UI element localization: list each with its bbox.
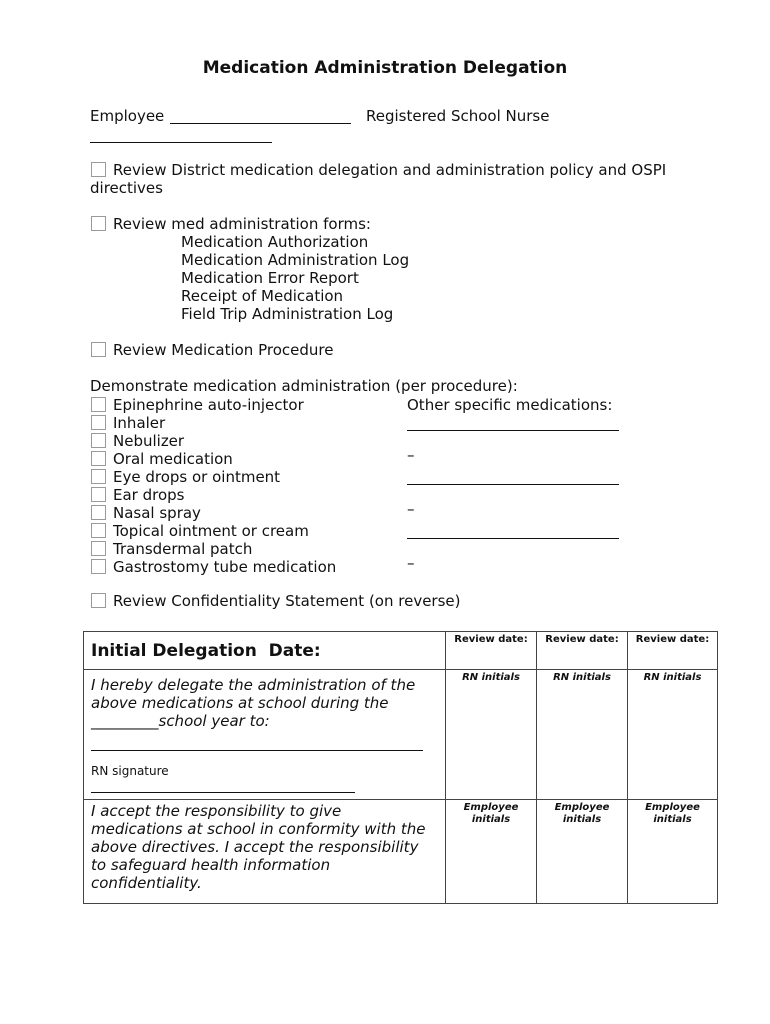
employee-initials-label: Employee	[463, 802, 519, 813]
page-title: Medication Administration Delegation	[202, 58, 568, 78]
item-label: Nebulizer	[113, 432, 185, 450]
procedure-checkbox[interactable]	[91, 342, 106, 357]
accept-line: I accept the responsibility to give	[91, 802, 342, 820]
dash: –	[407, 554, 415, 572]
rn-initials-label: RN initials	[553, 672, 611, 683]
item-label: Transdermal patch	[113, 540, 253, 558]
rn-signature-label: RN signature	[91, 764, 169, 778]
item-checkbox[interactable]	[91, 487, 106, 502]
confidentiality-text: Review Confidentiality Statement (on reverse)	[113, 592, 461, 610]
item-label: Eye drops or ointment	[113, 468, 281, 486]
other-medication-field[interactable]	[407, 538, 619, 539]
item-checkbox[interactable]	[91, 415, 106, 430]
employee-initials-label: initials	[653, 814, 692, 825]
nurse-label: Registered School Nurse	[366, 107, 550, 125]
rn-initials-cell[interactable]	[537, 670, 628, 800]
accept-line: to safeguard health information	[91, 856, 331, 874]
policy-text: Review District medication delegation and administration policy and OSPI	[113, 161, 667, 179]
item-checkbox[interactable]	[91, 397, 106, 412]
rn-initials-cell[interactable]	[628, 670, 718, 800]
form-item: Receipt of Medication	[181, 287, 344, 305]
accept-line: above directives. I accept the responsibility	[91, 838, 419, 856]
review-date-label: Review date:	[635, 634, 710, 645]
delegate-line: _________school year to:	[91, 712, 270, 730]
rn-initials-label: RN initials	[462, 672, 520, 683]
accept-line: medications at school in conformity with the	[91, 820, 426, 838]
demonstrate-label: Demonstrate medication administration (per procedure):	[90, 377, 518, 395]
item-checkbox[interactable]	[91, 469, 106, 484]
review-date-header	[628, 632, 718, 670]
employee-initials-label: Employee	[554, 802, 610, 813]
policy-text-continued: directives	[90, 179, 163, 197]
employee-initials-cell[interactable]	[628, 800, 718, 904]
item-label: Inhaler	[113, 414, 166, 432]
delegation-table	[83, 631, 718, 904]
item-checkbox[interactable]	[91, 523, 106, 538]
rn-initials-label: RN initials	[643, 672, 702, 683]
employee-initials-cell[interactable]	[537, 800, 628, 904]
employee-initials-label: initials	[471, 814, 511, 825]
dash: –	[407, 446, 415, 464]
rn-initials-cell[interactable]	[446, 670, 537, 800]
form-item: Medication Authorization	[181, 233, 369, 251]
dash: –	[407, 500, 415, 518]
item-label: Oral medication	[113, 450, 233, 468]
procedure-text: Review Medication Procedure	[113, 341, 334, 359]
delegate-line: above medications at school during the	[91, 694, 389, 712]
initial-delegation-heading: Initial Delegation Date:	[91, 640, 321, 661]
nurse-name-field[interactable]	[90, 142, 272, 143]
form-item: Medication Error Report	[181, 269, 359, 287]
delegate-line: I hereby delegate the administration of the	[91, 676, 416, 694]
other-medication-field[interactable]	[407, 430, 619, 431]
item-label: Ear drops	[113, 486, 185, 504]
form-item: Medication Administration Log	[181, 251, 410, 269]
acceptance-statement-cell	[84, 800, 446, 904]
forms-checkbox[interactable]	[91, 216, 106, 231]
confidentiality-checkbox[interactable]	[91, 593, 106, 608]
item-checkbox[interactable]	[91, 541, 106, 556]
rn-signature-field[interactable]	[91, 792, 355, 793]
delegation-statement-cell	[84, 670, 446, 800]
item-label: Nasal spray	[113, 504, 201, 522]
review-date-header	[446, 632, 537, 670]
other-medications-label: Other specific medications:	[407, 396, 613, 414]
initial-delegation-cell	[84, 632, 446, 670]
item-label: Epinephrine auto-injector	[113, 396, 304, 414]
employee-initials-cell[interactable]	[446, 800, 537, 904]
item-checkbox[interactable]	[91, 451, 106, 466]
review-date-label: Review date:	[454, 634, 528, 645]
accept-line: confidentiality.	[91, 874, 202, 892]
item-checkbox[interactable]	[91, 559, 106, 574]
item-label: Gastrostomy tube medication	[113, 558, 337, 576]
policy-checkbox[interactable]	[91, 162, 106, 177]
other-medication-field[interactable]	[407, 484, 619, 485]
employee-label: Employee	[90, 107, 165, 125]
employee-name-field[interactable]	[170, 123, 351, 124]
review-date-header	[537, 632, 628, 670]
item-checkbox[interactable]	[91, 433, 106, 448]
item-checkbox[interactable]	[91, 505, 106, 520]
item-label: Topical ointment or cream	[113, 522, 309, 540]
review-date-label: Review date:	[545, 634, 619, 645]
delegate-name-field[interactable]	[91, 750, 423, 751]
employee-initials-label: Employee	[645, 802, 700, 813]
form-item: Field Trip Administration Log	[181, 305, 394, 323]
employee-initials-label: initials	[562, 814, 602, 825]
forms-label: Review med administration forms:	[113, 215, 371, 233]
